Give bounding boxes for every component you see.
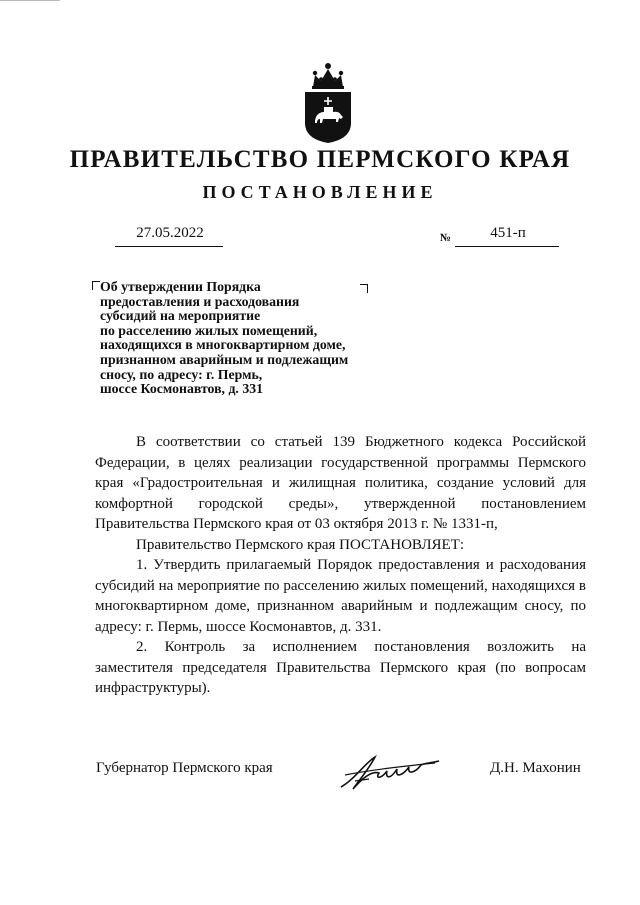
signatory-title: Губернатор Пермского края (96, 760, 273, 776)
subject-line: предоставления и расходования (100, 293, 300, 309)
subject-line: по расселению жилых помещений, (100, 322, 318, 338)
date-underline (115, 246, 223, 247)
subject-line: признанном аварийным и подлежащим (100, 351, 349, 367)
resolution-paragraph: Правительство Пермского края ПОСТАНОВЛЯЕТ: (136, 536, 465, 553)
number-label: № (440, 232, 452, 244)
subject-line: сносу, по адресу: г. Пермь, (100, 366, 263, 382)
document-number: 451-п (490, 225, 526, 241)
handwritten-signature-icon (335, 749, 445, 794)
coat-of-arms-icon (301, 57, 355, 145)
document-type: ПОСТАНОВЛЕНИЕ (202, 182, 438, 202)
scan-edge-mark (0, 0, 60, 1)
signatory-name: Д.Н. Махонин (490, 760, 581, 776)
subject-corner-left (92, 281, 100, 290)
number-underline (455, 246, 559, 247)
document-date: 27.05.2022 (136, 225, 204, 241)
subject-line: находящихся в многоквартирном доме, (100, 337, 346, 353)
preamble-paragraph: В соответствии со статьей 139 Бюджетного кодекса Российской Федерации, в целях реализации государственной программы Пермского края «Градостроительная и жилищная политика, создание условий для комфортной городской среды», утвержденной постановлением Правительства Пермского края от 03 октября 2013 г. № 1331-п, (95, 434, 586, 532)
subject-line: шоссе Космонавтов, д. 331 (100, 381, 264, 397)
clause-2-paragraph: 2. Контроль за исполнением постановления возложить на заместителя председателя Правительства Пермского края (по вопросам инфраструктуры). (95, 639, 586, 696)
document-subject (100, 280, 380, 397)
government-title: ПРАВИТЕЛЬСТВО ПЕРМСКОГО КРАЯ (69, 146, 571, 173)
subject-line: субсидий на мероприятие (100, 308, 261, 324)
subject-line: Об утверждении Порядка (100, 279, 261, 294)
clause-1-paragraph: 1. Утвердить прилагаемый Порядок предоставления и расходования субсидий на мероприятие по расселению жилых помещений, находящихся в многоквартирном доме, признанном аварийным и подлежащим сносу, по адресу: г. Пермь, шоссе Космонавтов, д. 331. (95, 557, 586, 635)
document-body (95, 432, 586, 699)
